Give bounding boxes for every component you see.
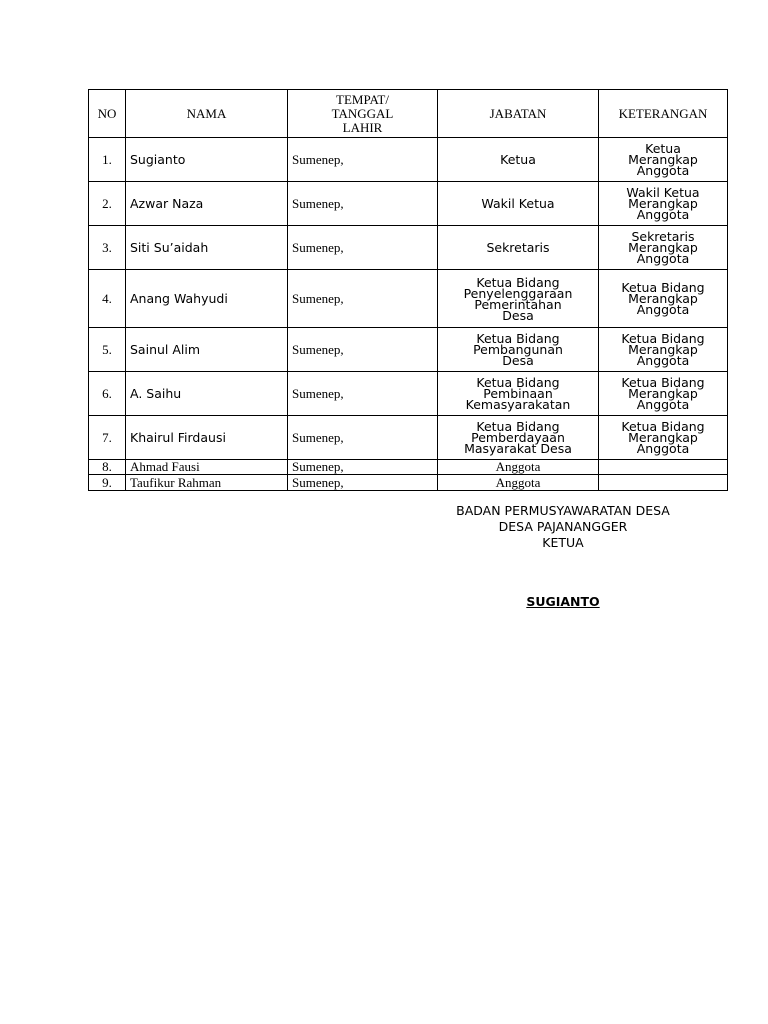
jabatan-line: Desa (502, 353, 534, 368)
keterangan-line: Merangkap (628, 342, 698, 357)
jabatan-line: Pemberdayaan (471, 430, 565, 445)
jabatan-line: Pemerintahan (474, 296, 562, 312)
jabatan-line: Sekretaris (486, 240, 550, 255)
jabatan-line: Ketua Bidang (476, 274, 560, 290)
table-row (89, 460, 728, 475)
cell-no: 4. (89, 270, 126, 328)
cell-jabatan (438, 270, 599, 328)
keterangan-line: Merangkap (628, 430, 698, 445)
table-row (89, 475, 728, 491)
keterangan-line: Merangkap (628, 240, 698, 255)
cell-jabatan (438, 182, 599, 226)
cell-tempat-tanggal-lahir: Sumenep, (288, 138, 438, 182)
keterangan-line: Merangkap (628, 291, 698, 306)
cell-nama: A. Saihu (126, 372, 288, 416)
keterangan-line: Anggota (636, 251, 690, 266)
cell-nama: Ahmad Fausi (126, 460, 288, 475)
keterangan-line: Sekretaris (631, 229, 695, 244)
cell-no: 5. (89, 328, 126, 372)
keterangan-line: Anggota (636, 441, 690, 456)
jabatan-line: Kemasyarakatan (465, 397, 571, 412)
jabatan-line: Penyelenggaraan (463, 285, 573, 301)
members-table (88, 89, 728, 491)
keterangan-line: Anggota (636, 302, 690, 317)
header-no: NO (89, 90, 126, 138)
cell-tempat-tanggal-lahir: Sumenep, (288, 270, 438, 328)
cell-keterangan (599, 182, 728, 226)
jabatan-line: Anggota (495, 474, 541, 490)
table-row (89, 416, 728, 460)
jabatan-line: Ketua (500, 152, 536, 167)
jabatan-line: Anggota (495, 459, 541, 474)
header-keterangan: KETERANGAN (599, 90, 728, 138)
header-ttl-line3: LAHIR (342, 119, 383, 135)
cell-nama: Sugianto (126, 138, 288, 182)
jabatan-line: Ketua Bidang (476, 375, 560, 390)
cell-jabatan (438, 460, 599, 475)
table-row (89, 226, 728, 270)
table-row (89, 138, 728, 182)
cell-nama: Anang Wahyudi (126, 270, 288, 328)
jabatan-line: Wakil Ketua (481, 196, 555, 211)
jabatan-line: Masyarakat Desa (464, 441, 572, 456)
cell-tempat-tanggal-lahir: Sumenep, (288, 416, 438, 460)
cell-no: 3. (89, 226, 126, 270)
cell-no: 7. (89, 416, 126, 460)
cell-no: 1. (89, 138, 126, 182)
cell-keterangan (599, 270, 728, 328)
table-header-row (89, 90, 728, 138)
table-row (89, 372, 728, 416)
signature-position: KETUA (542, 535, 584, 550)
keterangan-line: Ketua Bidang (621, 419, 705, 434)
signer-name: SUGIANTO (526, 594, 600, 609)
cell-jabatan (438, 475, 599, 491)
cell-nama: Sainul Alim (126, 328, 288, 372)
header-jabatan: JABATAN (438, 90, 599, 138)
header-ttl-line2: TANGGAL (331, 105, 394, 121)
cell-tempat-tanggal-lahir: Sumenep, (288, 475, 438, 491)
table-row (89, 328, 728, 372)
cell-tempat-tanggal-lahir: Sumenep, (288, 226, 438, 270)
keterangan-line: Merangkap (628, 152, 698, 167)
cell-jabatan (438, 138, 599, 182)
keterangan-line: Ketua Bidang (621, 280, 705, 295)
cell-tempat-tanggal-lahir: Sumenep, (288, 328, 438, 372)
cell-tempat-tanggal-lahir: Sumenep, (288, 460, 438, 475)
keterangan-line: Ketua Bidang (621, 375, 705, 390)
signature-block (422, 503, 704, 551)
cell-nama: Azwar Naza (126, 182, 288, 226)
table-row (89, 182, 728, 226)
cell-no: 8. (89, 460, 126, 475)
cell-no: 6. (89, 372, 126, 416)
cell-no: 9. (89, 475, 126, 491)
jabatan-line: Ketua Bidang (476, 331, 560, 346)
cell-jabatan (438, 328, 599, 372)
jabatan-line: Desa (502, 307, 534, 323)
cell-nama: Khairul Firdausi (126, 416, 288, 460)
cell-keterangan (599, 328, 728, 372)
cell-keterangan (599, 475, 728, 491)
header-ttl-line1: TEMPAT/ (336, 91, 389, 107)
cell-tempat-tanggal-lahir: Sumenep, (288, 182, 438, 226)
cell-nama: Taufikur Rahman (126, 475, 288, 491)
cell-keterangan (599, 138, 728, 182)
keterangan-line: Anggota (636, 163, 690, 178)
signature-village: DESA PAJANANGGER (498, 519, 628, 534)
table-row (89, 270, 728, 328)
keterangan-line: Anggota (636, 353, 690, 368)
cell-jabatan (438, 372, 599, 416)
signature-institution: BADAN PERMUSYAWARATAN DESA (456, 503, 670, 518)
jabatan-line: Ketua Bidang (476, 419, 560, 434)
cell-nama: Siti Su’aidah (126, 226, 288, 270)
keterangan-line: Anggota (636, 397, 690, 412)
cell-keterangan (599, 460, 728, 475)
keterangan-line: Ketua Bidang (621, 331, 705, 346)
jabatan-line: Pembangunan (473, 342, 563, 357)
cell-jabatan (438, 416, 599, 460)
header-tempat-tanggal-lahir (288, 90, 438, 138)
jabatan-line: Pembinaan (483, 386, 553, 401)
keterangan-line: Merangkap (628, 196, 698, 211)
cell-keterangan (599, 416, 728, 460)
keterangan-line: Anggota (636, 207, 690, 222)
cell-tempat-tanggal-lahir: Sumenep, (288, 372, 438, 416)
keterangan-line: Ketua (645, 141, 681, 156)
header-nama: NAMA (126, 90, 288, 138)
cell-keterangan (599, 226, 728, 270)
cell-keterangan (599, 372, 728, 416)
cell-no: 2. (89, 182, 126, 226)
keterangan-line: Wakil Ketua (626, 185, 700, 200)
keterangan-line: Merangkap (628, 386, 698, 401)
cell-jabatan (438, 226, 599, 270)
